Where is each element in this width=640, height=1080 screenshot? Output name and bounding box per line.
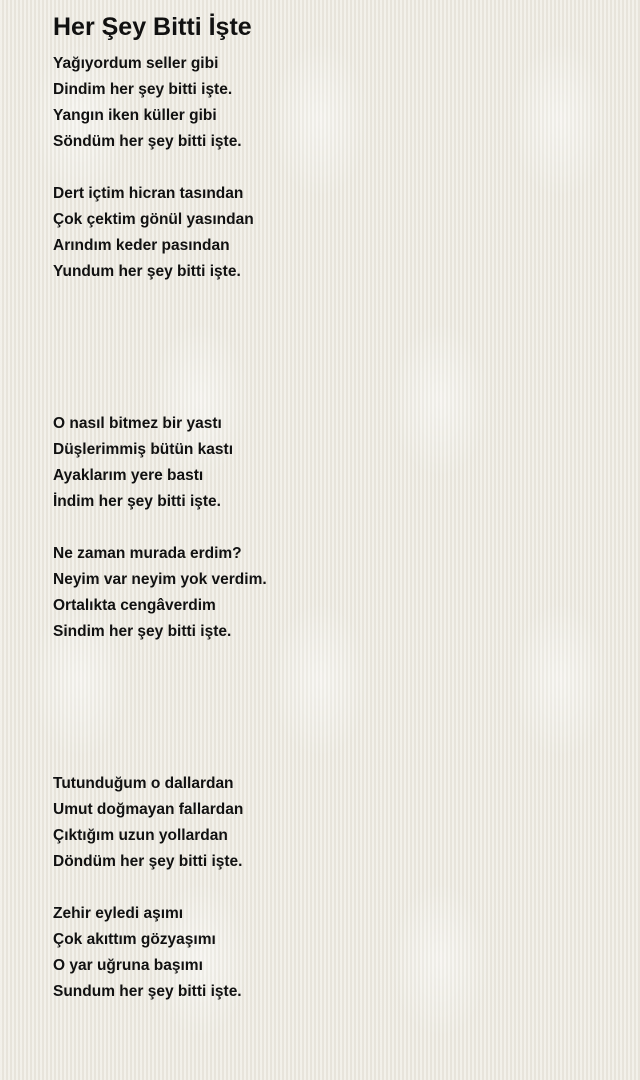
- poem-line: Umut doğmayan fallardan: [53, 801, 244, 818]
- poem-title: Her Şey Bitti İşte: [53, 13, 252, 41]
- poem-line: İndim her şey bitti işte.: [53, 493, 221, 510]
- poem-line: Arındım keder pasından: [53, 237, 230, 254]
- poem-line: Dindim her şey bitti işte.: [53, 81, 233, 98]
- poem-line: Dert içtim hicran tasından: [53, 185, 244, 202]
- stanza-4: [53, 541, 267, 645]
- poem-line: Sindim her şey bitti işte.: [53, 623, 232, 640]
- stanza-1: [53, 51, 242, 155]
- stanza-5: [53, 771, 243, 875]
- poem-line: Neyim var neyim yok verdim.: [53, 571, 267, 588]
- poem-line: Sundum her şey bitti işte.: [53, 983, 242, 1000]
- stanza-6: [53, 901, 242, 1005]
- poem-line: Yangın iken küller gibi: [53, 107, 217, 124]
- poem-line: Yağıyordum seller gibi: [53, 55, 219, 72]
- poem-line: Zehir eyledi aşımı: [53, 905, 184, 922]
- poem-line: Yundum her şey bitti işte.: [53, 263, 241, 280]
- poem-line: Döndüm her şey bitti işte.: [53, 853, 243, 870]
- poem-line: Ne zaman murada erdim?: [53, 545, 242, 562]
- poem-line: Düşlerimmiş bütün kastı: [53, 441, 234, 458]
- poem-line: Çok akıttım gözyaşımı: [53, 931, 216, 948]
- poem-line: Tutunduğum o dallardan: [53, 775, 234, 792]
- poem-line: Çok çektim gönül yasından: [53, 211, 254, 228]
- poem-line: Çıktığım uzun yollardan: [53, 827, 228, 844]
- stanza-2: [53, 181, 254, 285]
- poem-line: O nasıl bitmez bir yastı: [53, 415, 222, 432]
- stanza-3: [53, 411, 233, 515]
- poem-line: Söndüm her şey bitti işte.: [53, 133, 242, 150]
- poem-line: Ortalıkta cengâverdim: [53, 597, 216, 614]
- poem-line: O yar uğruna başımı: [53, 957, 203, 974]
- poem-line: Ayaklarım yere bastı: [53, 467, 204, 484]
